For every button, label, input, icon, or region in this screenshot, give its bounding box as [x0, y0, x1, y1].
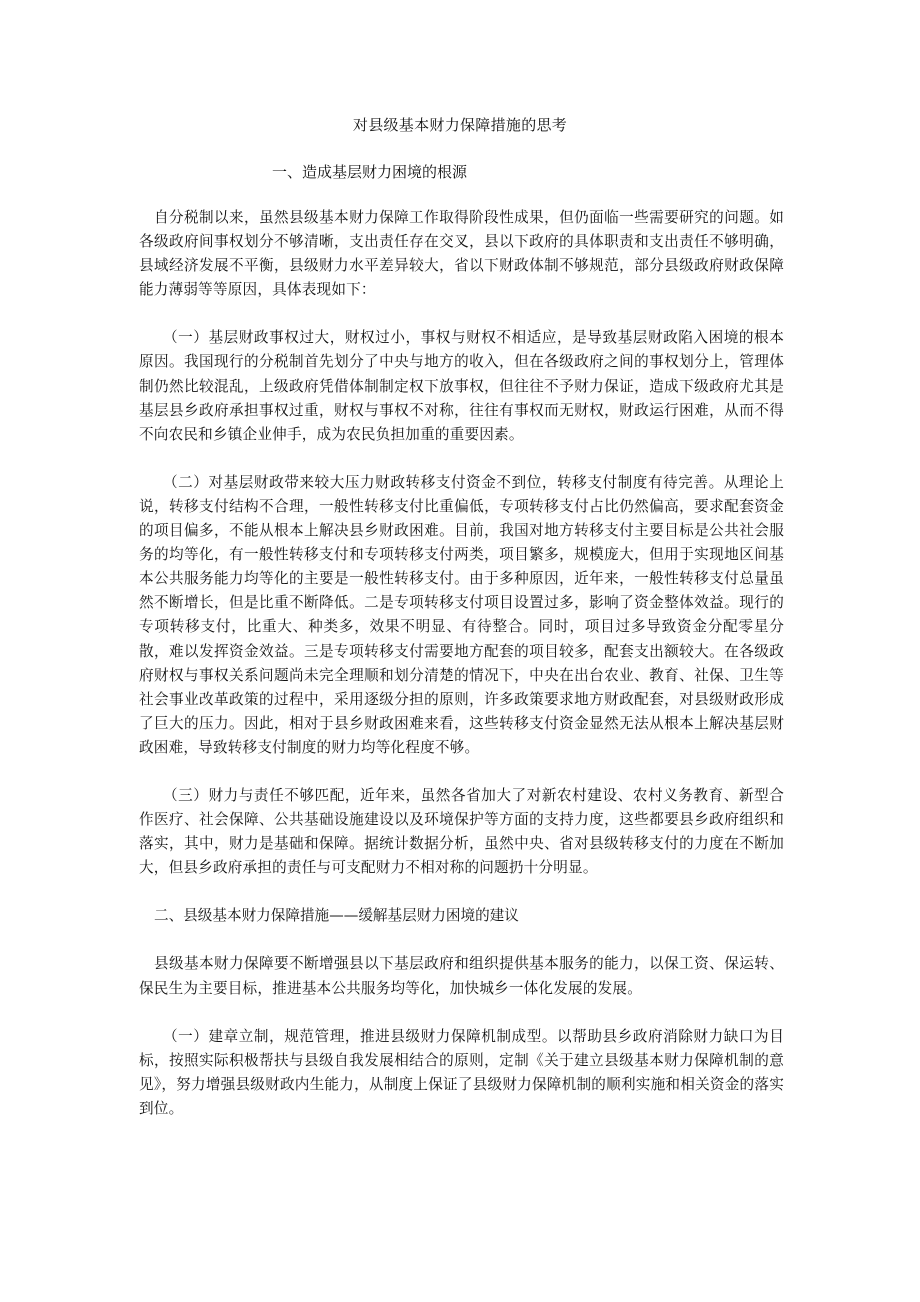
measure-1-paragraph: （一）建章立制，规范管理，推进县级财力保障机制成型。以帮助县乡政府消除财力缺口为目标，按照实际积极帮扶与县级自我发展相结合的原则，定制《关于建立县级基本财力保障机制的意见》，努力增强县级财政内生能力，从制度上保证了县级财力保障机制的顺利实施和相关资金的落实到位。 [139, 1027, 784, 1117]
section-2-intro-paragraph: 县级基本财力保障要不断增强县以下基层政府和组织提供基本服务的能力，以保工资、保运转、保民生为主要目标，推进基本公共服务均等化，加快城乡一体化发展的发展。 [139, 955, 784, 997]
intro-paragraph: 自分税制以来，虽然县级基本财力保障工作取得阶段性成果，但仍面临一些需要研究的问题。如各级政府间事权划分不够清晰，支出责任存在交叉，县以下政府的具体职责和支出责任不够明确，县域经济发展不平衡，县级财力水平差异较大，省以下财政体制不够规范，部分县级政府财政保障能力薄弱等等原因，具体表现如下： [139, 209, 784, 299]
point-3-paragraph: （三）财力与责任不够匹配，近年来，虽然各省加大了对新农村建设、农村义务教育、新型合作医疗、社会保障、公共基础设施建设以及环境保护等方面的支持力度，这些都要县乡政府组织和落实，其中，财力是基础和保障。据统计数据分析，虽然中央、省对县级转移支付的力度在不断加大，但县乡政府承担的责任与可支配财力不相对称的问题扔十分明显。 [139, 786, 784, 877]
section-1-heading: 一、造成基层财力困境的根源 [272, 163, 468, 181]
section-2-heading: 二、县级基本财力保障措施——缓解基层财力困境的建议 [154, 907, 519, 925]
document-title: 对县级基本财力保障措施的思考 [352, 116, 568, 134]
point-1-paragraph: （一）基层财政事权过大，财权过小，事权与财权不相适应，是导致基层财政陷入困境的根本原因。我国现行的分税制首先划分了中央与地方的收入，但在各级政府之间的事权划分上，管理体制仍然比较混乱，上级政府凭借体制制定权下放事权，但往往不予财力保证，造成下级政府尤其是基层县乡政府承担事权过重，财权与事权不对称，往往有事权而无财权，财政运行困难，从而不得不向农民和乡镇企业伸手，成为农民负担加重的重要因素。 [139, 329, 784, 443]
point-2-paragraph: （二）对基层财政带来较大压力财政转移支付资金不到位，转移支付制度有待完善。从理论上说，转移支付结构不合理，一般性转移支付比重偏低，专项转移支付占比仍然偏高，要求配套资金的项目偏多，不能从根本上解决县乡财政困难。目前，我国对地方转移支付主要目标是公共社会服务的均等化，有一般性转移支付和专项转移支付两类，项目繁多，规模庞大，但用于实现地区间基本公共服务能力均等化的主要是一般性转移支付。由于多种原因，近年来，一般性转移支付总量虽然不断增长，但是比重不断降低。二是专项转移支付项目设置过多，影响了资金整体效益。现行的专项转移支付，比重大、种类多，效果不明显、有待整合。同时，项目过多导致资金分配零星分散，难以发挥资金效益。三是专项转移支付需要地方配套的项目较多，配套支出额较大。在各级政府财权与事权关系问题尚未完全理顺和划分清楚的情况下，中央在出台农业、教育、社保、卫生等社会事业改革政策的过程中，采用逐级分担的原则，许多政策要求地方财政配套，对县级财政形成了巨大的压力。因此，相对于县乡财政困难来看，这些转移支付资金显然无法从根本上解决基层财政困难，导致转移支付制度的财力均等化程度不够。 [139, 473, 784, 756]
document-body [139, 206, 784, 1145]
